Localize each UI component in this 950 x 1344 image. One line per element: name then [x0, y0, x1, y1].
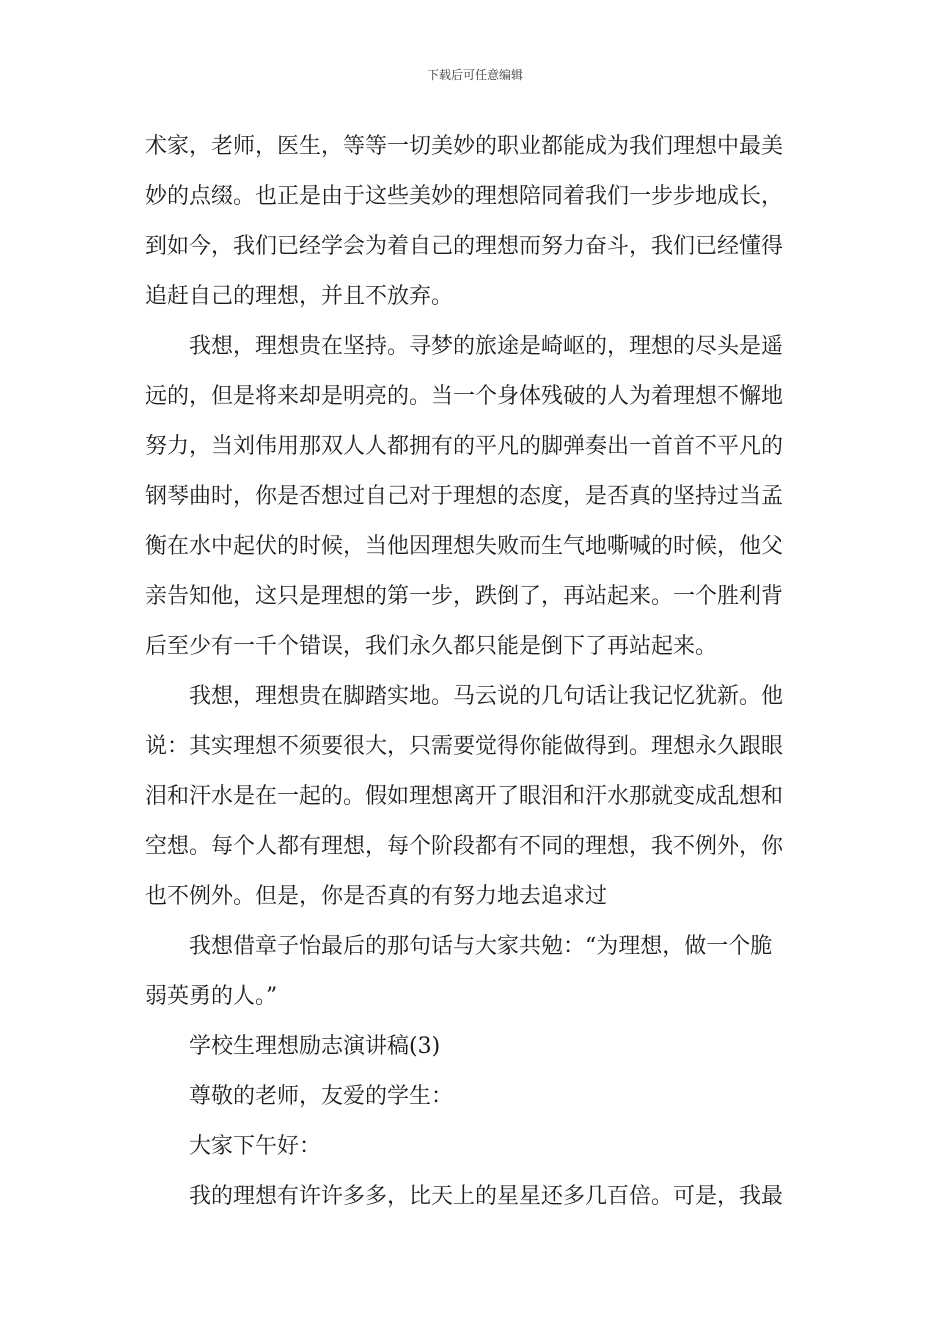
text-line: 追赶自己的理想，并且不放弃。: [145, 284, 454, 309]
salutation: 尊敬的老师，友爱的学生：: [189, 1084, 454, 1109]
text-line: 钢琴曲时，你是否想过自己对于理想的态度，是否真的坚持过当孟: [145, 484, 784, 509]
text-line: 泪和汗水是在一起的。假如理想离开了眼泪和汗水那就变成乱想和: [145, 784, 784, 809]
text-line: 远的，但是将来却是明亮的。当一个身体残破的人为着理想不懈地: [145, 384, 784, 409]
text-line: 衡在水中起伏的时候，当他因理想失败而生气地嘶喊的时候，他父: [145, 534, 784, 559]
text-line: 也不例外。但是，你是否真的有努力地去追求过: [145, 884, 608, 909]
text-line: 术家，老师，医生，等等一切美妙的职业都能成为我们理想中最美: [145, 134, 784, 159]
section-title: 学校生理想励志演讲稿(3): [189, 1034, 441, 1059]
paragraph-first-line: 我的理想有许许多多，比天上的星星还多几百倍。可是，我最: [189, 1184, 784, 1209]
text-line: 弱英勇的人。”: [145, 984, 278, 1009]
page-header: 下载后可任意编辑: [426, 68, 523, 82]
paragraph-first-line: 我想借章子怡最后的那句话与大家共勉：“为理想，做一个脆: [189, 934, 773, 959]
text-line: 后至少有一千个错误，我们永久都只能是倒下了再站起来。: [145, 634, 718, 659]
document-body: [145, 122, 805, 1222]
paragraph-first-line: 我想，理想贵在脚踏实地。马云说的几句话让我记忆犹新。他: [189, 684, 784, 709]
greeting: 大家下午好：: [189, 1134, 322, 1159]
paragraph-first-line: 我想，理想贵在坚持。寻梦的旅途是崎岖的，理想的尽头是遥: [189, 334, 784, 359]
text-line: 亲告知他，这只是理想的第一步，跌倒了，再站起来。一个胜利背: [145, 584, 784, 609]
text-line: 努力，当刘伟用那双人人都拥有的平凡的脚弹奏出一首首不平凡的: [145, 434, 784, 459]
text-line: 妙的点缀。也正是由于这些美妙的理想陪同着我们一步步地成长，: [145, 184, 784, 209]
text-line: 说：其实理想不须要很大，只需要觉得你能做得到。理想永久跟眼: [145, 734, 784, 759]
text-line: 空想。每个人都有理想，每个阶段都有不同的理想，我不例外，你: [145, 834, 784, 859]
text-line: 到如今，我们已经学会为着自己的理想而努力奋斗，我们已经懂得: [145, 234, 784, 259]
